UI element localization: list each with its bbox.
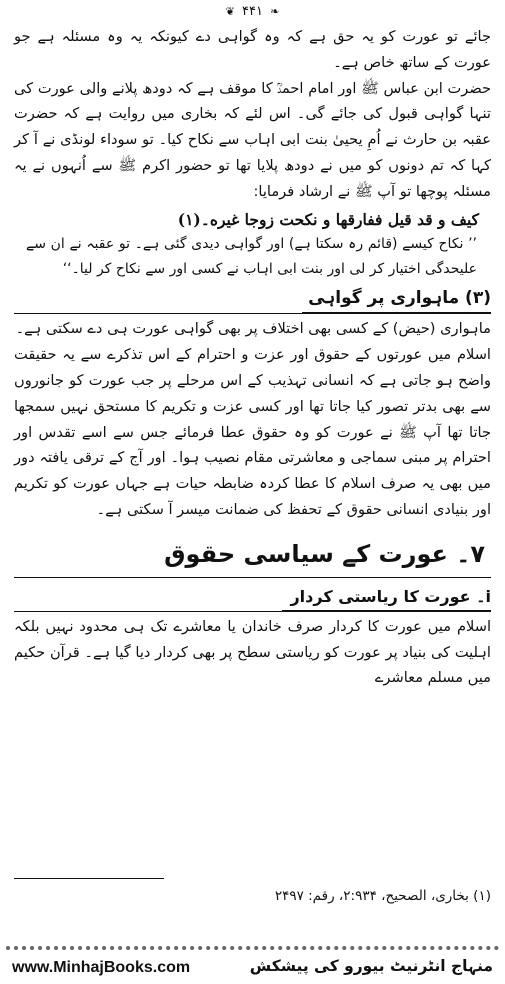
subheading-rule: [14, 611, 491, 612]
paragraph-5: اسلام میں عورت کا کردار صرف خاندان یا معاشرے تک ہی محدود نہیں بلکہ اہلیت کی بنیاد پر عورت کو ریاستی سطح پر بھی کردار دیا گیا ہے۔ قرآن حکیم میں مسلم معاشرے: [14, 617, 491, 687]
page-body: [14, 24, 491, 691]
subheading-wrap: [14, 584, 491, 611]
ornament-left-icon: ❦: [225, 5, 235, 18]
page-number: ۴۴۱: [242, 4, 263, 19]
paragraph-3: ماہواری (حیض) کے کسی بھی اختلاف پر بھی گواہی عورت ہی دے سکتی ہے۔: [15, 320, 491, 338]
subheading-state-role: i۔ عورت کا ریاستی کردار: [282, 584, 491, 611]
chapter-7-rule: [14, 577, 491, 578]
section-3-heading-wrap: [14, 282, 491, 313]
paragraph-1: جائے تو عورت کو یہ حق ہے کہ وہ گواہی دے کیونکہ یہ وہ مسئلہ ہے جو عورت کے ساتھ خاص ہے۔: [14, 28, 491, 71]
footer-website-link[interactable]: www.MinhajBooks.com: [12, 959, 191, 976]
arabic-hadith-text: كيف و قد قيل ففارقها و نكحت زوجا غيره۔(۱): [177, 209, 479, 229]
footnote: (۱) بخاری، الصحیح، ۲:۹۳۴، رقم: ۲۴۹۷: [274, 888, 491, 904]
page-number-header: [0, 3, 505, 21]
hadith-translation-quote: ’’ نکاح کیسے (قائم رہ سکتا ہے) اور گواہی دیدی گئی ہے۔ تو عقبہ نے ان سے علیحدگی اختیار کر لی اور بنت ابی اہاب نے کسی اور سے نکاح کر لیا۔‘‘: [26, 236, 477, 278]
footer-dotted-rule: [6, 946, 499, 950]
paragraph-2: حضرت ابن عباس ﷺ اور امام احمدؒ کا موقف ہے کہ دودھ پلانے والی عورت کی تنہا گواہی قبول کی جائے گی۔ اس لئے کہ بخاری میں روایت ہے کہ حضرت عقبہ بن حارث نے اُمِ یحییٰ بنت ابی اہاب سے نکاح کیا۔ تو سوداء لونڈی نے آ کر کہا کہ تم دونوں کو میں نے دودھ پلایا تھا تو حضور اکرم ﷺ سے اُنہوں نے یہ مسئلہ پوچھا تو آپ ﷺ نے ارشاد فرمایا:: [14, 79, 491, 200]
section-3-rule: [14, 313, 491, 314]
footer-publisher: منہاج انٹرنیٹ بیورو کی پیشکش: [249, 957, 493, 975]
section-3-heading: (۳) ماہواری پر گواہی: [302, 284, 491, 313]
footnote-separator: [14, 878, 164, 879]
paragraph-4: اسلام میں عورتوں کے حقوق اور عزت و احترام کے اس تذکرے سے یہ حقیقت واضح ہو جاتی ہے کہ انسانی تہذیب کے اس مرحلے پر جب عورت کو جانوروں سے بھی بدتر تصور کیا جاتا تھا اور کسی عزت و تکریم کا مستحق نہیں سمجھا جاتا تھا آپ ﷺ نے عورت کو وہ حقوق عطا فرمائے جس سے اسے تقدس اور احترام پر مبنی سماجی و معاشرتی مقام نصیب ہوا۔ اور آج کے ترقی یافتہ دور میں بھی یہ صرف اسلام کا عطا کردہ ضابطہ حیات ہے جہاں عورت کو تکریم اور بنیادی انسانی حقوق کے تحفظ کی ضمانت میسر آ سکتی ہے۔: [14, 346, 491, 518]
chapter-7-heading: ۷۔ عورت کے سیاسی حقوق: [164, 539, 485, 568]
ornament-right-icon: ❧: [270, 5, 280, 18]
